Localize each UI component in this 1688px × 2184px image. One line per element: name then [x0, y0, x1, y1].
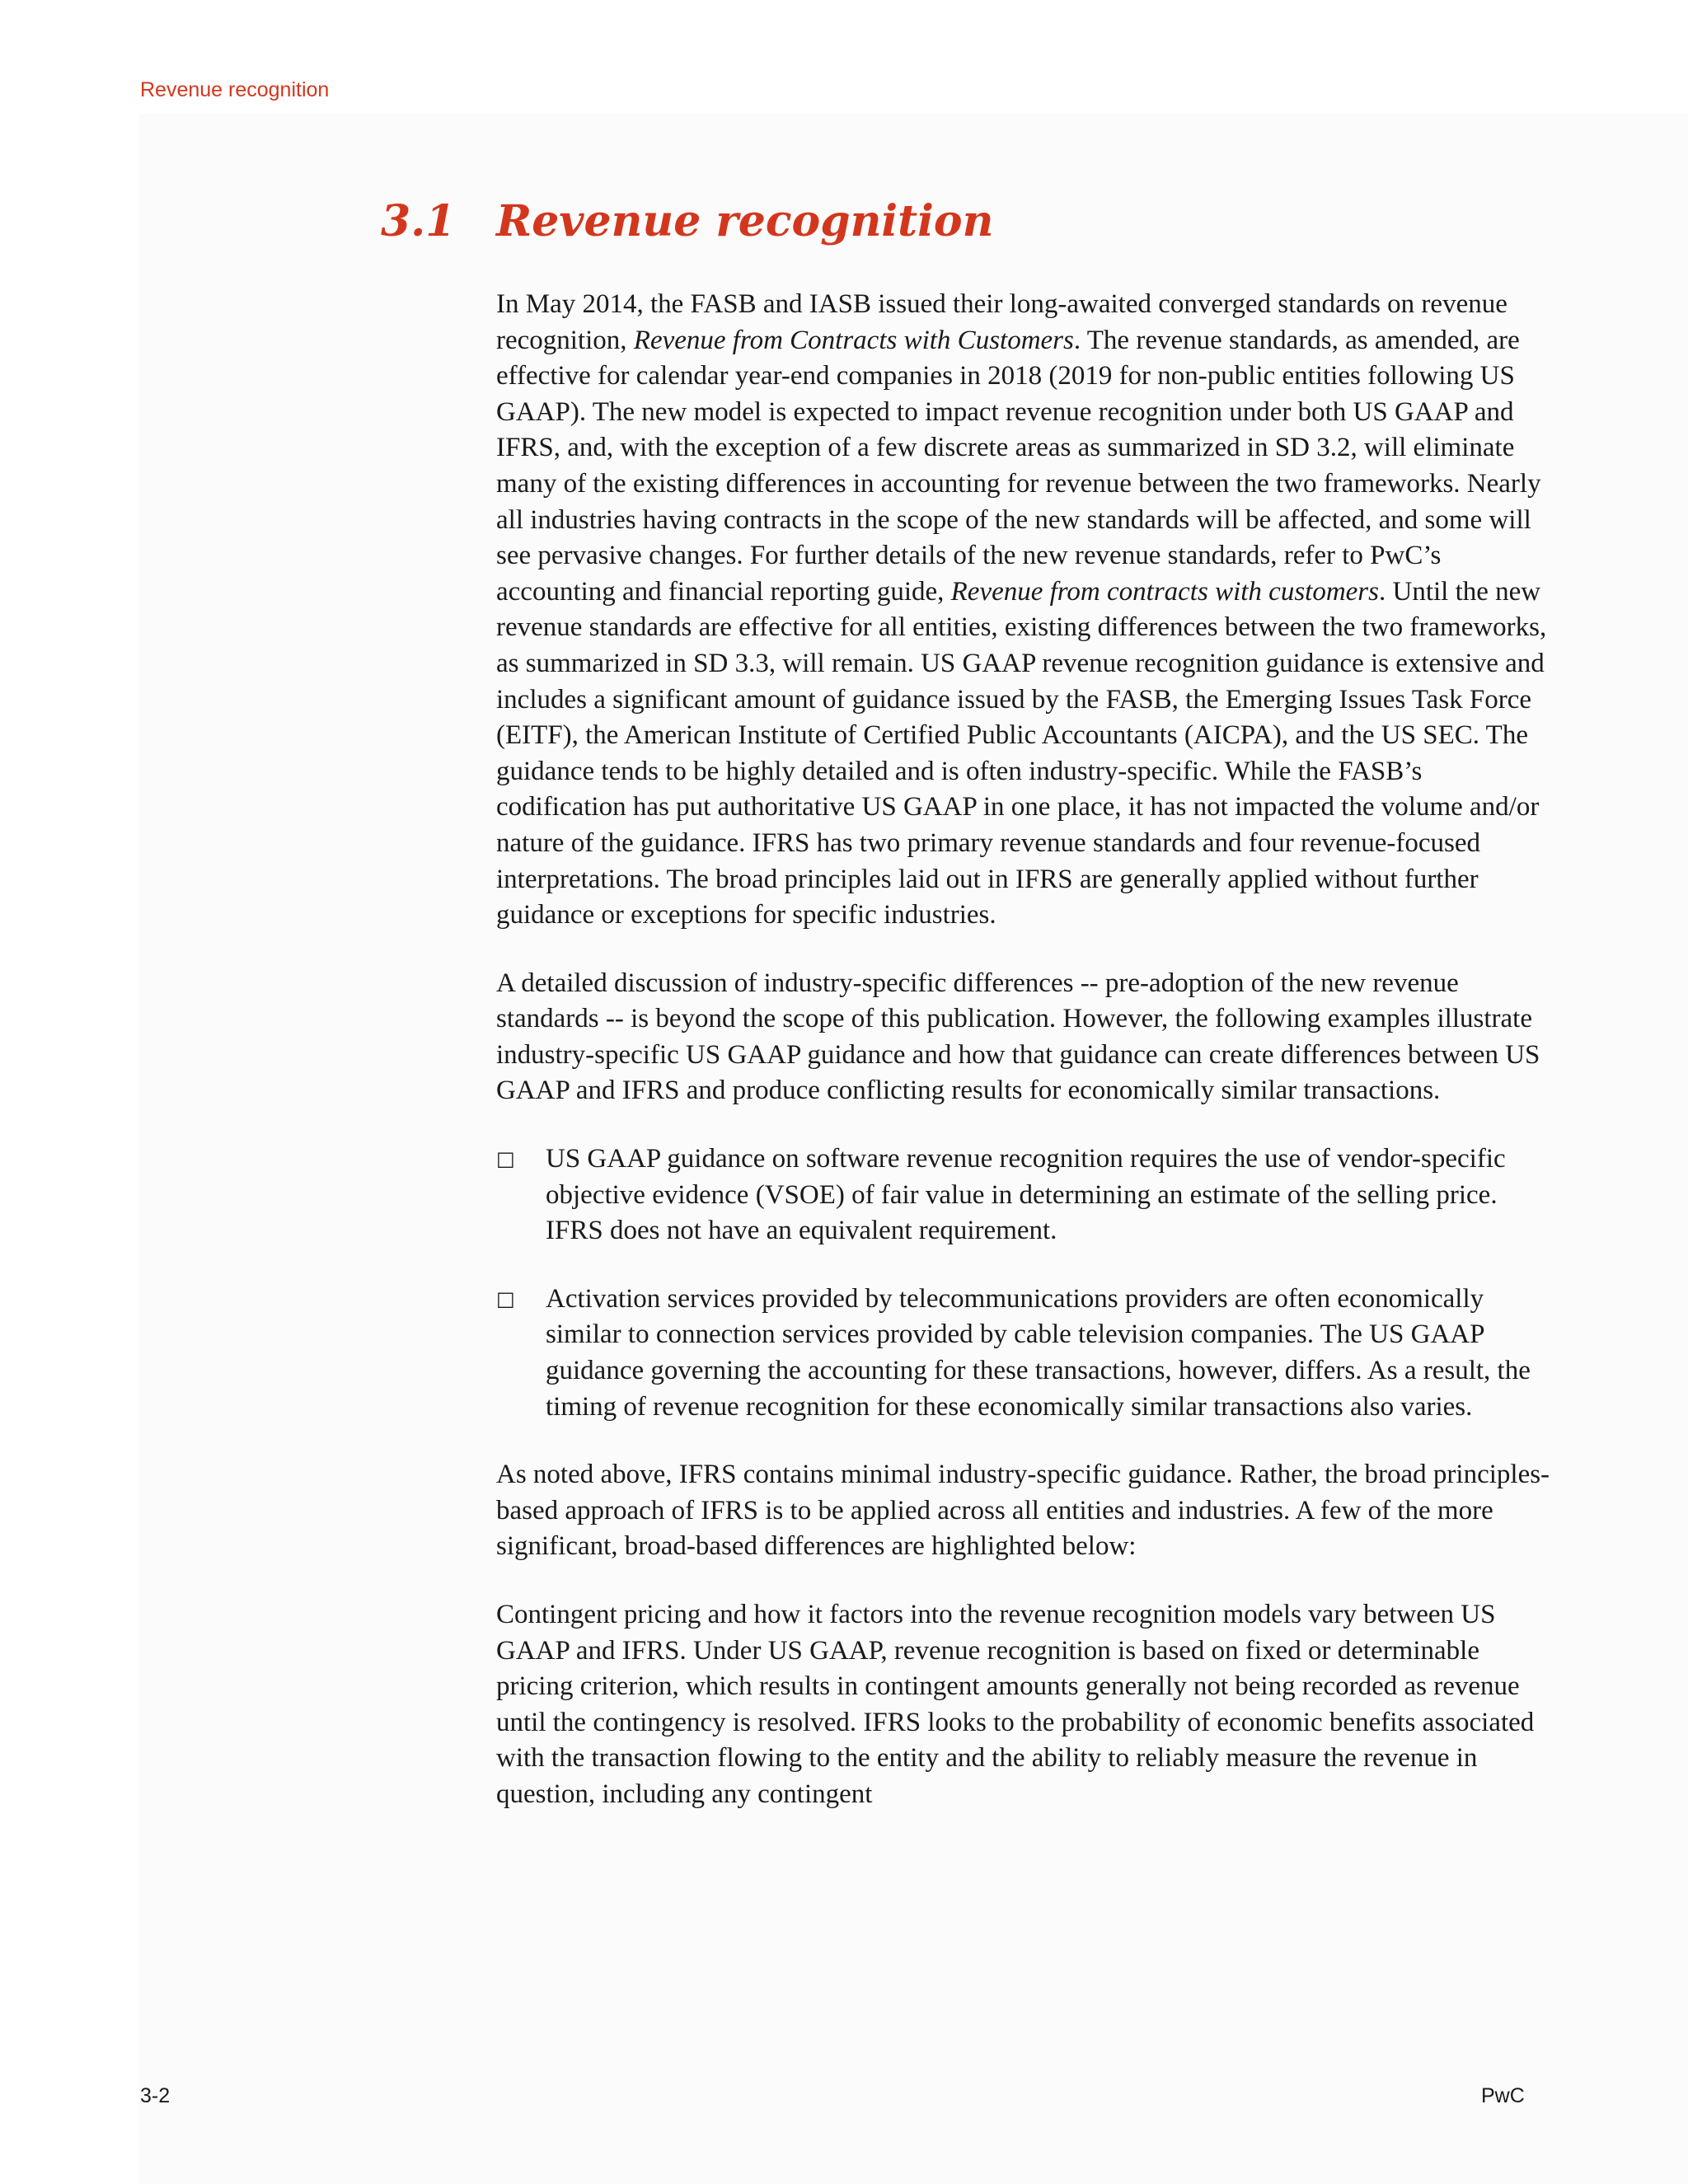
paragraph-intro-text-2: . The revenue standards, as amended, are effective for calendar year-end companies in 2018 (2019 for non-public entities following US GAAP). The new model is expected to impact revenue recognition under both US GAAP and IFRS, and, with the exception of a few discrete areas as summarized in SD 3.2, will eliminate many of the existing differences in accounting for revenue between the two frameworks. Nearly all industries having contracts in the scope of the new standards will be affected, and some will see pervasive changes. For further details of the new revenue standards, refer to PwC’s accounting and financial reporting guide, [496, 325, 1541, 607]
italic-title-pwc-guide: Revenue from contracts with customers [950, 576, 1379, 607]
paragraph-intro-text-1: In May 2014, the FASB and IASB issued their long-awaited converged standards on revenue recognition, [496, 289, 1507, 355]
bullet-item [496, 1282, 1551, 1425]
paragraph-intro [496, 287, 1551, 934]
bullet-text: Activation services provided by telecommunications providers are often economically similar to connection services provided by cable television companies. The US GAAP guidance governing the accounting for these transactions, however, differs. As a result, the timing of revenue recognition for these economically similar transactions also varies. [546, 1283, 1531, 1422]
bullet-item [496, 1141, 1551, 1249]
paragraph-intro-text-3: . Until the new revenue standards are effective for all entities, existing differences between the two frameworks, as summarized in SD 3.3, will remain. US GAAP revenue recognition guidance is extensive and includes a significant amount of guidance issued by the FASB, the Emerging Issues Task Force (EITF), the American Institute of Certified Public Accountants (AICPA), and the US SEC. The guidance tends to be highly detailed and is often industry-specific. While the FASB’s codification has put authoritative US GAAP in one place, it has not impacted the volume and/or nature of the guidance. IFRS has two primary revenue standards and four revenue-focused interpretations. The broad principles laid out in IFRS are generally applied without further guidance or exceptions for specific industries. [496, 576, 1547, 930]
running-header: Revenue recognition [140, 78, 330, 101]
checkbox-square-icon: □ [496, 1286, 515, 1310]
footer-brand: PwC [1481, 2084, 1525, 2107]
checkbox-square-icon: □ [496, 1147, 515, 1171]
paragraph-contingent-pricing: Contingent pricing and how it factors into the revenue recognition models vary between US GAAP and IFRS. Under US GAAP, revenue recognition is based on fixed or determinable pricing criterion, which results in contingent amounts generally not being recorded as revenue until the contingency is resolved. IFRS looks to the probability of economic benefits associated with the transaction flowing to the entity and the ability to reliably measure the revenue in question, including any contingent [496, 1600, 1535, 1809]
section-number: 3.1 [381, 196, 456, 246]
body-text [496, 287, 1551, 1813]
italic-title-revenue-from-contracts: Revenue from Contracts with Customers [633, 325, 1074, 355]
bullet-text: US GAAP guidance on software revenue recognition requires the use of vendor-specific objective evidence (VSOE) of fair value in determining an estimate of the selling price. IFRS does not have an equivalent requirement. [546, 1144, 1506, 1246]
paragraph-industry-specific: A detailed discussion of industry-specific differences -- pre-adoption of the new revenue standards -- is beyond the scope of this publication. However, the following examples illustrate industry-specific US GAAP guidance and how that guidance can create differences between US GAAP and IFRS and produce conflicting results for economically similar transactions. [496, 968, 1540, 1106]
page-number: 3-2 [140, 2084, 171, 2107]
paragraph-ifrs-minimal-guidance: As noted above, IFRS contains minimal industry-specific guidance. Rather, the broad principles-based approach of IFRS is to be applied across all entities and industries. A few of the more significant, broad-based differences are highlighted below: [496, 1460, 1550, 1562]
section-title: Revenue recognition [496, 196, 994, 246]
